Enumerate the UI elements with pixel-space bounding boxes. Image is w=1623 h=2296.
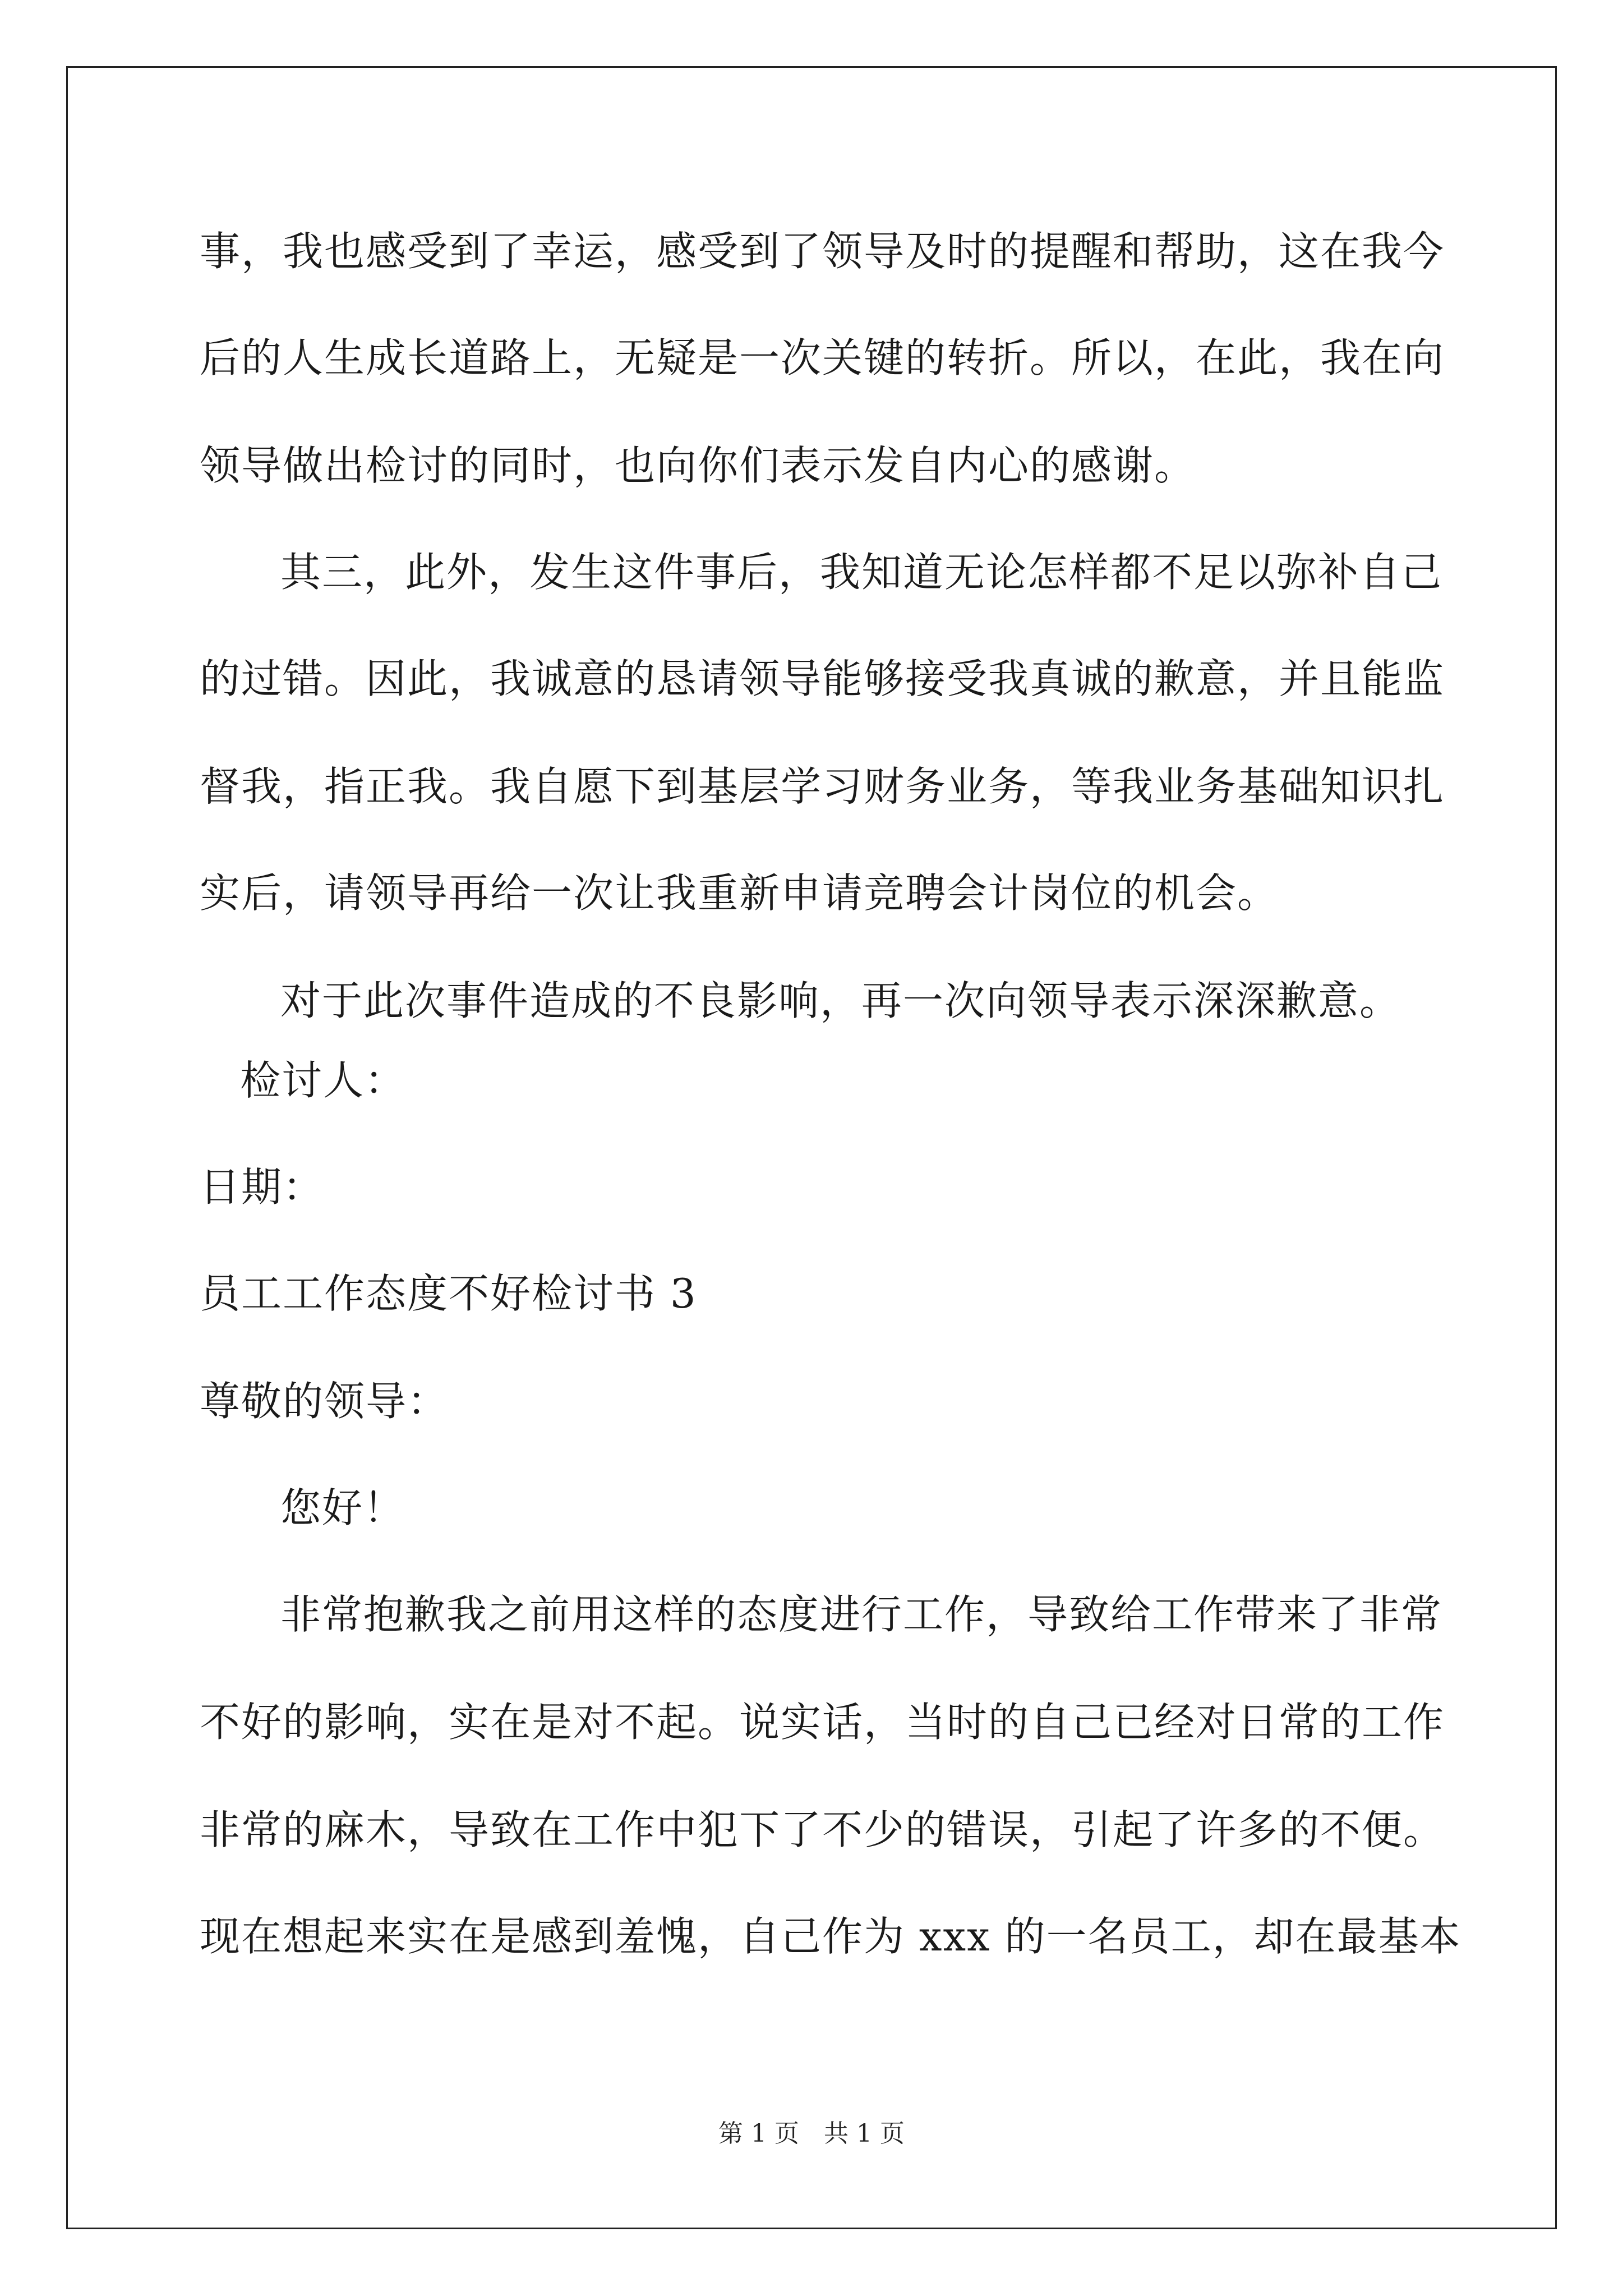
section-title: 员工工作态度不好检讨书 3 [200,1270,697,1317]
page-border [66,66,1557,2229]
body-line-8: 对于此次事件造成的不良影响，再一次向领导表示深深歉意。 [280,977,1401,1024]
signature-label: 检讨人： [240,1057,407,1104]
salutation: 尊敬的领导： [200,1378,449,1425]
body-line-5: 的过错。因此，我诚意的恳请领导能够接受我真诚的歉意，并且能监 [200,655,1445,702]
body-line-6: 督我，指正我。我自愿下到基层学习财务业务，等我业务基础知识扎 [200,763,1445,810]
date-label: 日期： [200,1163,325,1211]
greeting: 您好！ [280,1484,405,1531]
body-line-15: 不好的影响，实在是对不起。说实话，当时的自己已经对日常的工作 [200,1699,1445,1746]
body-line-2: 后的人生成长道路上，无疑是一次关键的转折。所以，在此，我在向 [200,334,1445,381]
body-line-3: 领导做出检讨的同时，也向你们表示发自内心的感谢。 [200,442,1196,489]
body-line-14: 非常抱歉我之前用这样的态度进行工作，导致给工作带来了非常 [280,1591,1443,1638]
body-line-17: 现在想起来实在是感到羞愧，自己作为 xxx 的一名员工，却在最基本 [200,1913,1461,1960]
body-line-16: 非常的麻木，导致在工作中犯下了不少的错误，引起了许多的不便。 [200,1806,1445,1853]
body-line-4: 其三，此外，发生这件事后，我知道无论怎样都不足以弥补自己 [280,549,1443,596]
body-line-7: 实后，请领导再给一次让我重新申请竞聘会计岗位的机会。 [200,869,1279,917]
body-line-1: 事，我也感受到了幸运，感受到了领导及时的提醒和帮助，这在我今 [200,228,1445,275]
page-footer: 第 1 页 共 1 页 [718,2119,905,2148]
